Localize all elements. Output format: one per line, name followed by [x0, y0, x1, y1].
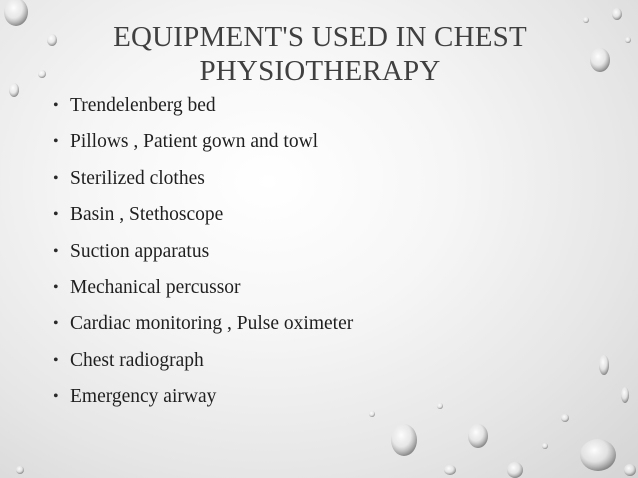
list-item [50, 274, 353, 310]
bullet-icon: • [53, 133, 59, 151]
bullet-icon: • [53, 278, 59, 296]
list-item [50, 238, 353, 274]
list-item [50, 128, 353, 164]
title-line-1: EQUIPMENT'S USED IN CHEST [113, 21, 527, 53]
equipment-list [50, 92, 353, 420]
list-item [50, 165, 353, 201]
list-item-text: Pillows , Patient gown and towl [70, 131, 319, 153]
bullet-icon: • [53, 169, 59, 187]
list-item-text: Chest radiograph [70, 349, 204, 371]
list-item-text: Suction apparatus [70, 240, 210, 262]
list-item-text: Cardiac monitoring , Pulse oximeter [70, 313, 354, 335]
bullet-icon: • [53, 97, 59, 114]
bullet-icon: • [53, 388, 59, 406]
list-item [50, 347, 353, 383]
list-item [50, 310, 353, 346]
slide-title [60, 20, 580, 88]
list-item [50, 92, 353, 128]
list-item-text: Sterilized clothes [70, 167, 205, 189]
bullet-icon: • [53, 242, 59, 260]
list-item [50, 201, 353, 237]
bullet-icon: • [53, 315, 59, 333]
bullet-icon: • [53, 351, 59, 369]
list-item-text: Emergency airway [70, 386, 217, 408]
list-item-text: Basin , Stethoscope [70, 204, 224, 226]
list-item [50, 383, 353, 419]
list-item-text: Mechanical percussor [70, 276, 241, 298]
bullet-icon: • [53, 206, 59, 224]
list-item-text: Trendelenberg bed [70, 95, 216, 116]
title-line-2: PHYSIOTHERAPY [199, 55, 441, 87]
